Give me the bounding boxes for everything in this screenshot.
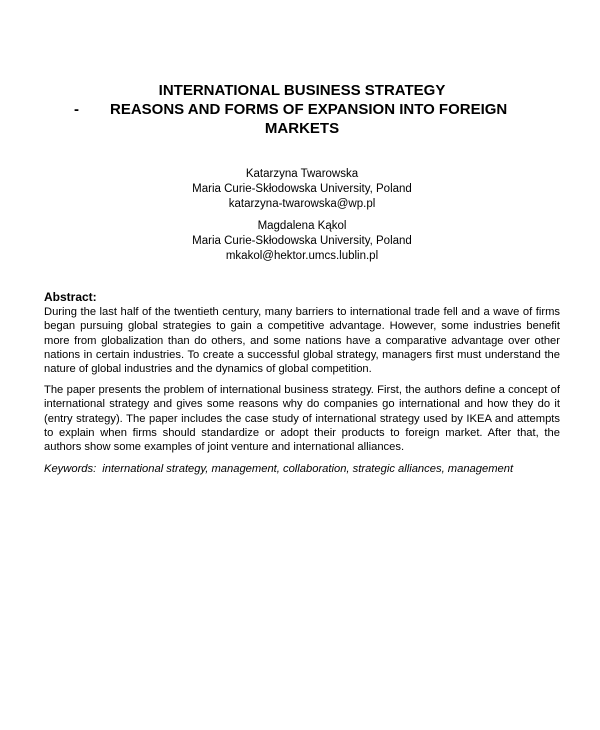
keywords-text: international strategy, management, collaboration, strategic alliances, management	[102, 463, 514, 475]
paper-title-line-2	[44, 101, 560, 119]
title-dash: -	[74, 101, 79, 118]
author-email: mkakol@hektor.umcs.lublin.pl	[225, 250, 379, 262]
abstract-paragraph-2: The paper presents the problem of international business strategy. First, the authors define a concept of international strategy and gives some reasons why do companies go international and how they do it (entry strategy). The paper includes the case study of international strategy used by IKEA and attempts to explain when firms should standardize or adopt their products to foreign market. After that, the authors show some examples of joint venture and international alliances.	[44, 384, 560, 454]
paper-title-line-3: MARKETS	[264, 120, 340, 137]
author-block-2	[44, 219, 560, 264]
author-affiliation: Maria Curie-Skłodowska University, Poland	[192, 183, 412, 195]
author-name: Magdalena Kąkol	[257, 220, 347, 232]
author-affiliation: Maria Curie-Skłodowska University, Poland	[192, 235, 412, 247]
title-line-2-text: REASONS AND FORMS OF EXPANSION INTO FOREIGN	[110, 101, 508, 118]
author-name: Katarzyna Twarowska	[245, 168, 359, 180]
author-email: katarzyna-twarowska@wp.pl	[228, 198, 376, 210]
author-block-1	[44, 167, 560, 212]
abstract-heading: Abstract:	[44, 290, 97, 304]
keywords-label: Keywords:	[44, 463, 97, 475]
keywords-line	[44, 462, 560, 476]
paper-title-line-1: INTERNATIONAL BUSINESS STRATEGY	[158, 82, 446, 99]
abstract-paragraph-1: During the last half of the twentieth century, many barriers to international trade fell and a wave of firms began pursuing global strategies to gain a competitive advantage. However, some industries benefit more from globalization than do others, and some nations have a comparative advantage over other nations in certain industries. To create a successful global strategy, managers first must understand the nature of global industries and the dynamics of global competition.	[44, 306, 560, 376]
